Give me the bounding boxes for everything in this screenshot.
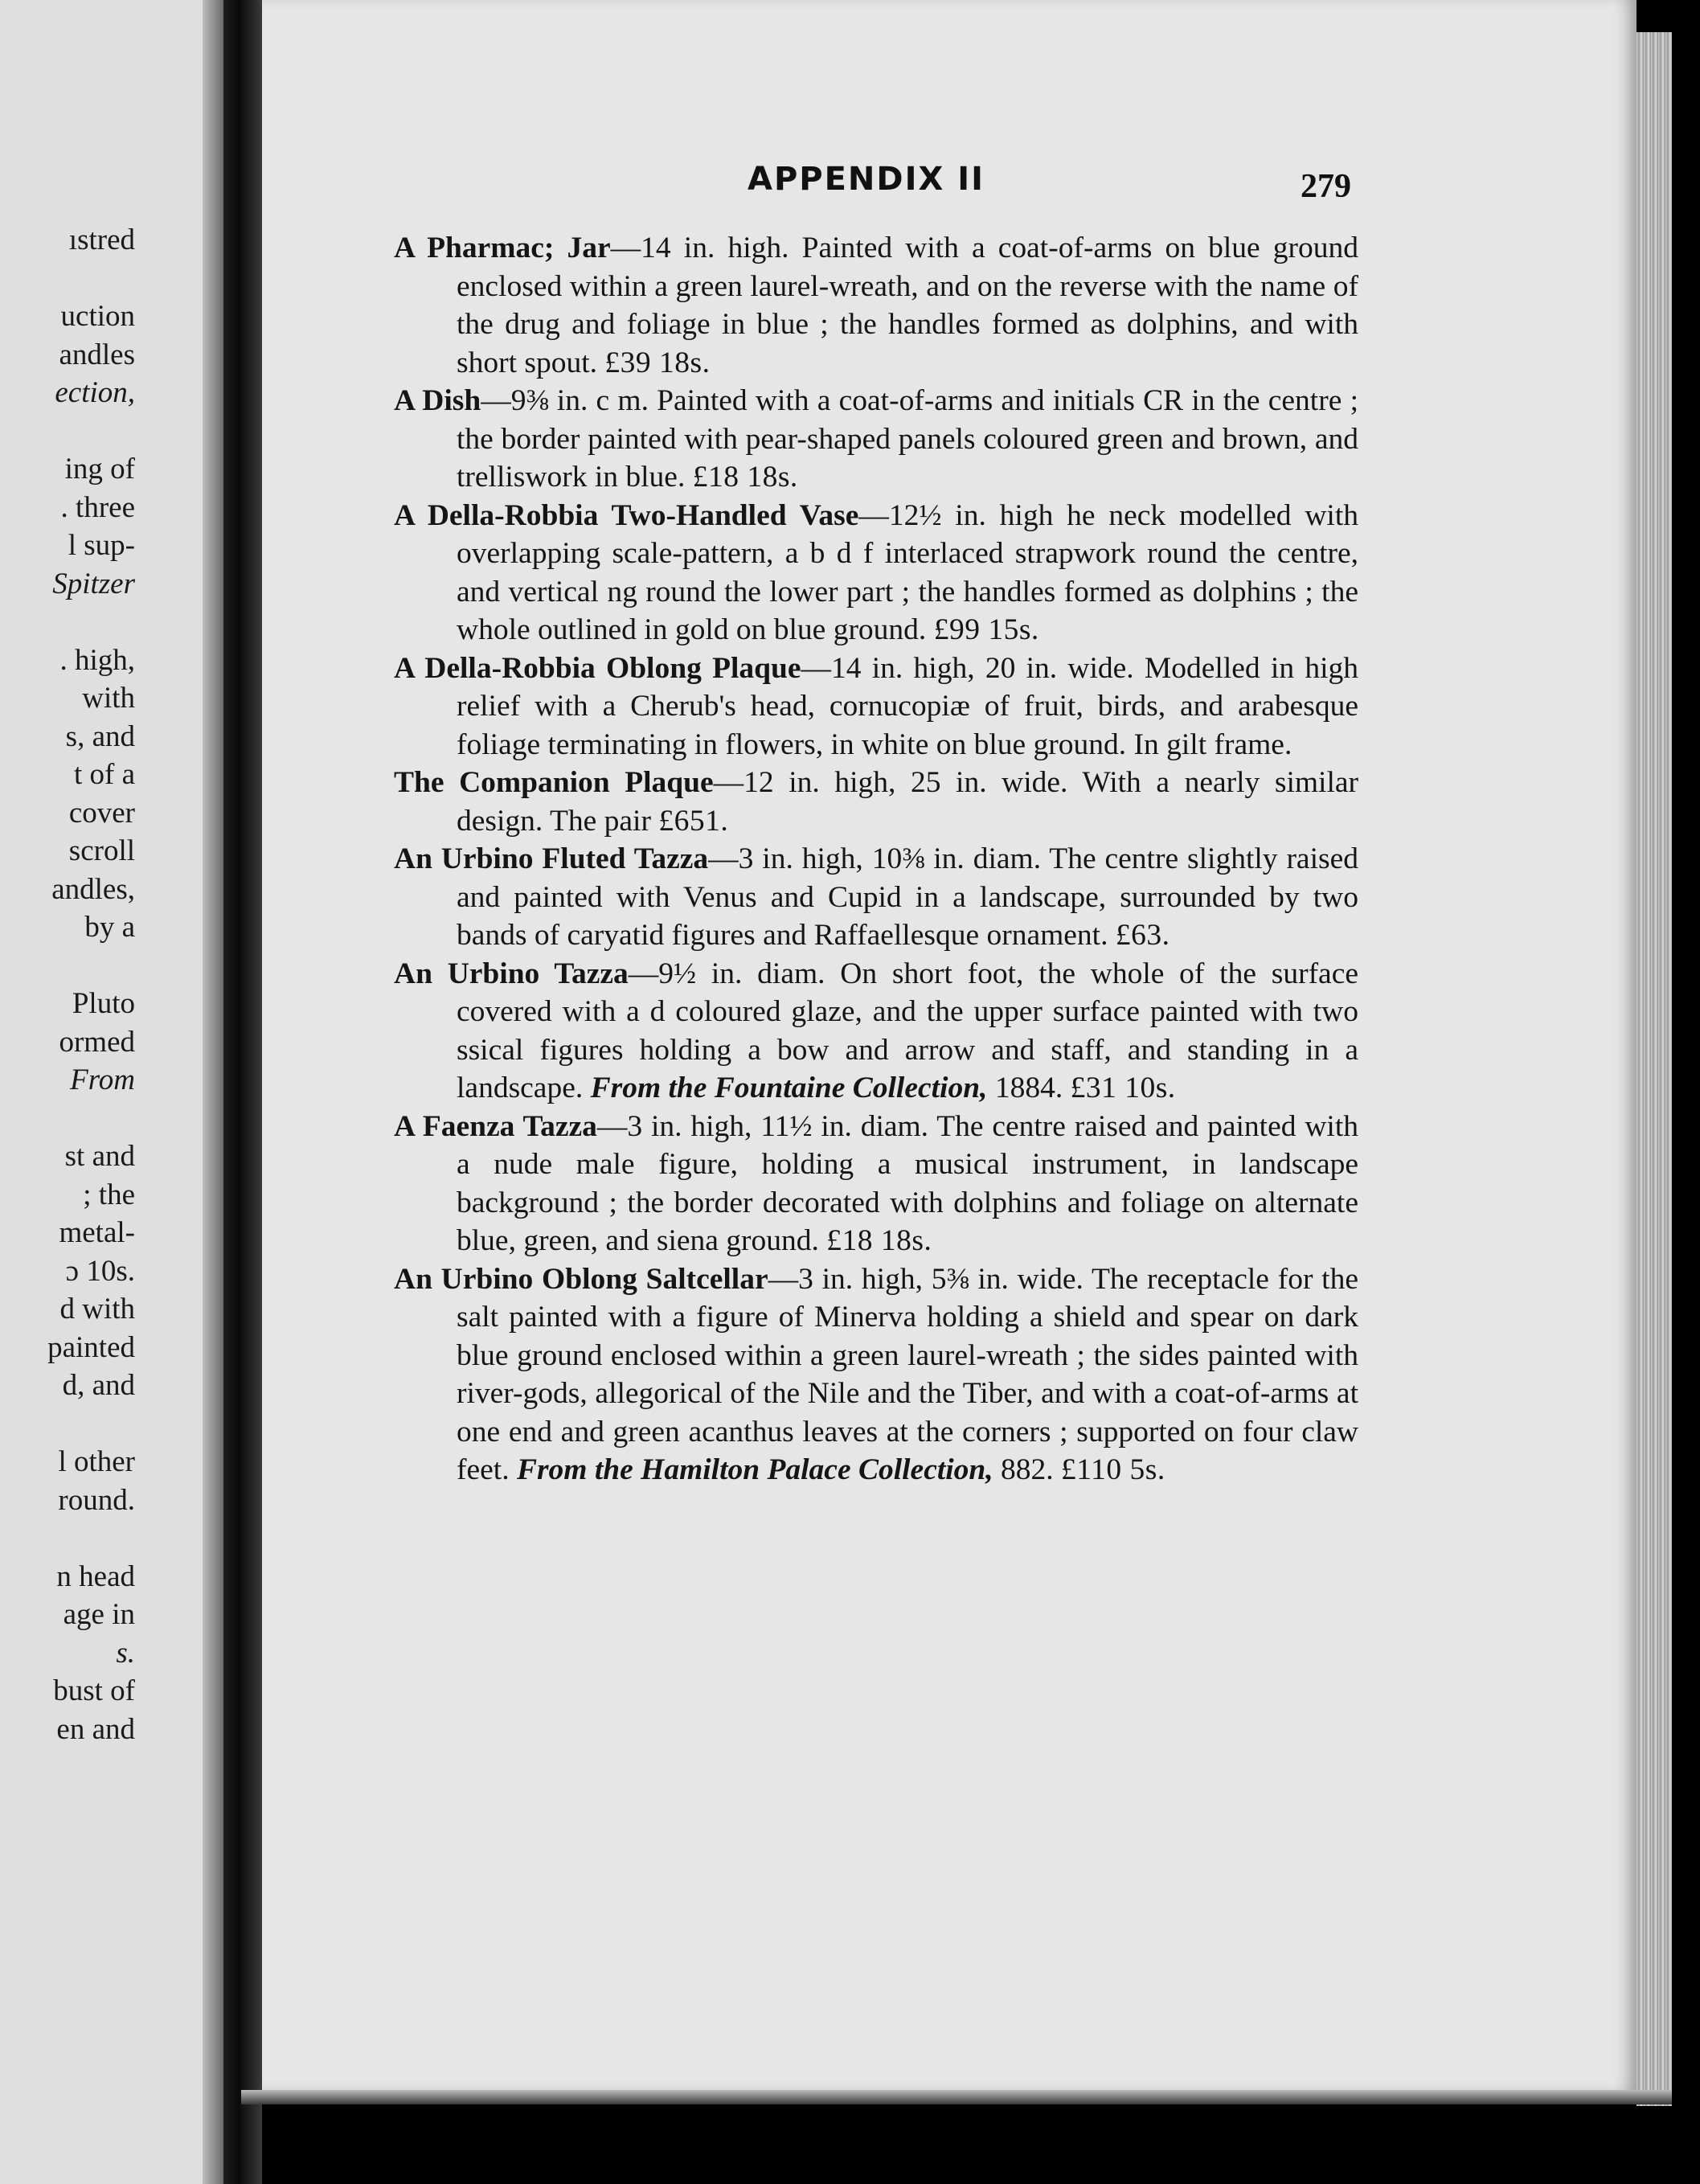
entry-title: A Pharmac; Jar [394, 232, 611, 264]
entry-description: —3 in. high, 11½ in. diam. The centre raised and painted with a nude male figure, holding a musical instrument, in landscape background ; the border decorated with dolphins and foliage on alternate blue, green, and siena ground. [457, 1109, 1358, 1257]
facing-page-line: st and [64, 1140, 135, 1173]
facing-page-line: ing of [64, 453, 135, 486]
facing-page-line: uction [60, 300, 135, 333]
facing-page-line: ; the [83, 1178, 135, 1211]
entry-title: A Faenza Tazza [394, 1109, 597, 1143]
facing-page-line: d, and [62, 1369, 135, 1402]
facing-page-line: ɔ 10s. [65, 1254, 135, 1288]
facing-page-line: andles, [51, 872, 135, 906]
facing-page-line: . high, [59, 643, 135, 677]
entry-description: —14 in. high. Painted with a coat-of-arms on blue ground enclosed within a green laurel-wreath, and on the reverse with the name of the drug and foliage in blue ; the handles formed as dolphins, and with short spout. [457, 232, 1358, 379]
entry-price: £18 18s. [826, 1224, 932, 1257]
entry-title: An Urbino Oblong Saltcellar [394, 1262, 768, 1296]
facing-page-line: d with [59, 1293, 135, 1326]
entry-title: The Companion Plaque [394, 766, 714, 799]
entry-title: A Dish [394, 384, 481, 417]
entry-description: —9⅜ in. c m. Painted with a coat-of-arms and initials CR in the centre ; the border painted with pear-shaped panels coloured green and brown, and trelliswork in blue. [457, 384, 1358, 494]
page-curve-shadow [203, 0, 223, 2184]
catalogue-entry [394, 840, 1358, 955]
catalogue-entry [394, 229, 1358, 382]
catalogue-entries [394, 229, 1358, 1489]
entry-description: —12½ in. high he neck modelled with overlapping scale-pattern, a b d f interlaced strapwork round the centre, and vertical ng round the lower part ; the handles formed as dolphins ; the whole outlined in gold on blue ground. [457, 498, 1358, 646]
facing-page-line: ıstred [68, 223, 135, 256]
page-bottom-edge [241, 2090, 1672, 2104]
facing-page-line: Pluto [72, 987, 135, 1020]
facing-page-line: with [82, 682, 135, 715]
facing-page-line: age in [63, 1598, 135, 1631]
facing-page-line: s, and [65, 719, 135, 753]
facing-page-line: ormed [59, 1025, 135, 1059]
entry-description: —3 in. high, 5⅜ in. wide. The receptacle for the salt painted with a figure of Minerva holding a shield and spear on dark blue ground enclosed within a green laurel-wreath ; the sides painted with river-gods, allegorical of the Nile and the Tiber, and with a coat-of-arms at one end and green acanthus leaves at the corners ; supported on four claw feet. [457, 1262, 1358, 1486]
entry-title: An Urbino Tazza [394, 957, 629, 990]
entry-description: —12 in. high, 25 in. wide. With a nearly similar design. The pair [457, 766, 1359, 838]
entry-provenance: From the Fountaine Collection, [590, 1072, 988, 1104]
entry-price: £651. [658, 804, 729, 838]
entry-title: A Della-Robbia Two-Handled Vase [394, 498, 859, 532]
entry-description: —3 in. high, 10⅜ in. diam. The centre slightly raised and painted with Venus and Cupid in a landscape, surrounded by two bands of caryatid figures and Raffaellesque ornament. [457, 842, 1358, 952]
entry-price: £18 18s. [692, 461, 798, 494]
facing-page-line: round. [58, 1483, 135, 1517]
facing-page-line: cover [68, 796, 135, 830]
entry-price: £99 15s. [933, 613, 1039, 646]
page-number: 279 [1301, 168, 1351, 205]
catalogue-entry [394, 497, 1358, 649]
entry-provenance-year: 882. [993, 1453, 1054, 1486]
entry-title: A Della-Robbia Oblong Plaque [394, 651, 801, 685]
catalogue-entry [394, 649, 1358, 764]
catalogue-entry [394, 764, 1358, 840]
facing-page-line: From [70, 1063, 135, 1096]
page-edges [1637, 32, 1672, 2106]
facing-page-line: andles [59, 338, 135, 371]
catalogue-entry [394, 955, 1358, 1108]
facing-page-line: metal- [59, 1216, 135, 1249]
facing-page-line: . three [60, 490, 135, 524]
facing-page-line: s. [116, 1636, 135, 1670]
facing-page-line: t of a [73, 758, 135, 791]
entry-title: An Urbino Fluted Tazza [394, 842, 709, 875]
facing-page-line: bust of [53, 1674, 135, 1707]
facing-page-line: by a [84, 911, 135, 944]
facing-page-line: en and [56, 1712, 135, 1746]
facing-page-left [0, 0, 223, 2184]
entry-description: —9½ in. diam. On short foot, the whole of the surface covered with a d coloured glaze, and the upper surface painted with two ssical figures holding a bow and arrow and staff, and standing in a landscape. [457, 957, 1358, 1104]
facing-page-line: painted [47, 1330, 135, 1364]
entry-provenance: From the Hamilton Palace Collection, [516, 1453, 993, 1486]
entry-description: —14 in. high, 20 in. wide. Modelled in high relief with a Cherub's head, cornucopiæ of fruit, birds, and arabesque foliage terminating in flowers, in white on blue ground. In gilt frame. [457, 651, 1358, 761]
entry-price: £39 18s. [604, 346, 711, 379]
catalogue-entry [394, 382, 1358, 497]
facing-page-line: scroll [68, 834, 135, 867]
entry-price: £63. [1115, 919, 1170, 952]
facing-page-line: l other [58, 1445, 135, 1478]
entry-provenance-year: 1884. [987, 1072, 1063, 1104]
facing-page-line: ection, [55, 376, 135, 409]
book-gutter [223, 0, 262, 2184]
catalogue-entry [394, 1108, 1358, 1260]
facing-page-line: l sup- [68, 529, 135, 562]
catalogue-entry [394, 1260, 1358, 1489]
entry-price: £31 10s. [1070, 1072, 1176, 1104]
entry-price: £110 5s. [1061, 1453, 1165, 1486]
running-head: APPENDIX II [748, 161, 985, 198]
facing-page-line: Spitzer [52, 567, 135, 600]
facing-page-line: n head [56, 1559, 135, 1593]
